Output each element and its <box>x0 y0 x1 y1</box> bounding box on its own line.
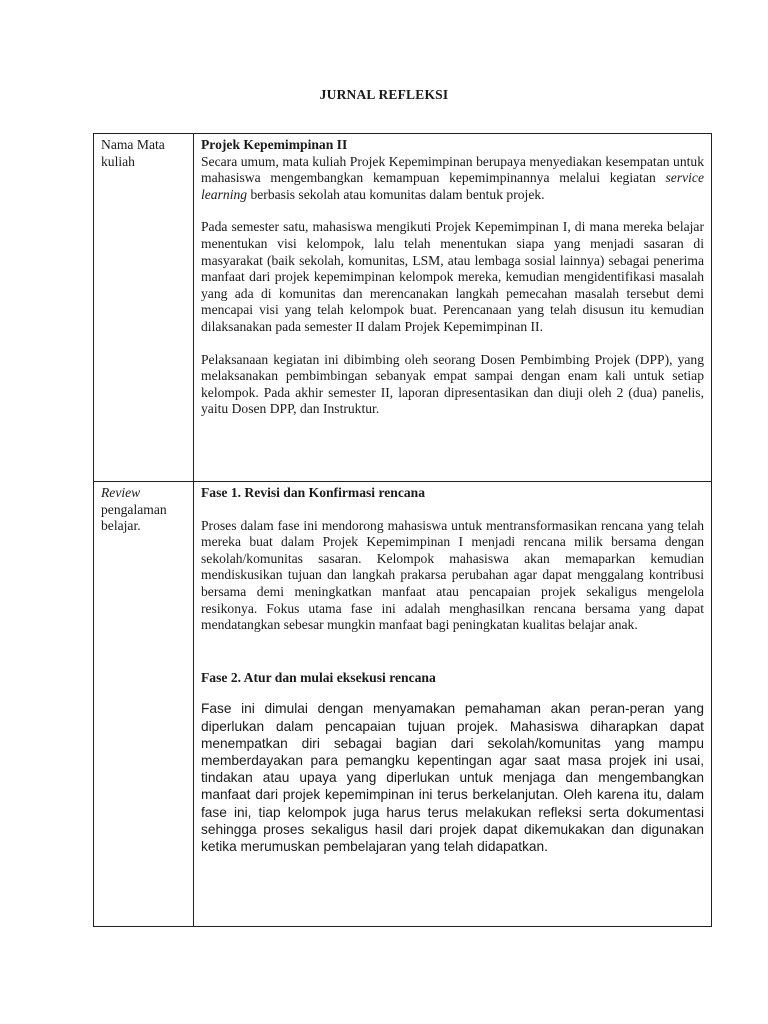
table-row-review <box>94 482 712 927</box>
review-label <box>94 482 194 927</box>
phase-1-heading: Fase 1. Revisi dan Konfirmasi rencana <box>201 485 426 500</box>
reflection-table <box>93 133 712 927</box>
course-paragraph-3: Pelaksanaan kegiatan ini dibimbing oleh seorang Dosen Pembimbing Projek (DPP), yang melaksanakan pembimbingan sebanyak empat sampai dengan enam kali untuk setiap kelompok. Pada akhir semester II, laporan dipresentasikan dan diuji oleh 2 (dua) panelis, yaitu Dosen DPP, dan Instruktur. <box>201 351 704 417</box>
course-title: Projek Kepemimpinan II <box>201 137 348 152</box>
course-paragraph-1 <box>201 154 704 204</box>
course-paragraph-1-end: berbasis sekolah atau komunitas dalam bentuk projek. <box>247 186 545 202</box>
phase-2-heading: Fase 2. Atur dan mulai eksekusi rencana <box>201 669 436 685</box>
review-label-rest: pengalaman belajar. <box>101 501 167 534</box>
service-learning-term: service learning <box>201 170 704 202</box>
course-description-cell <box>194 134 712 482</box>
table-row-course <box>94 134 712 482</box>
document-title: JURNAL REFLEKSI <box>319 87 449 102</box>
phase-1-text: Proses dalam fase ini mendorong mahasiswa untuk mentransformasikan rencana yang telah mereka buat dalam Projek Kepemimpinan I menjadi rencana milik bersama dengan sekolah/komunitas sasaran. Kelompok mahasiswa akan memaparkan kemudian mendiskusikan tujuan dan langkah prakarsa perubahan agar dapat menggalang kontribusi bersama demi meningkatkan manfaat atau pencapaian projek sekaligus mengelola resikonya. Fokus utama fase ini adalah menghasilkan rencana bersama yang dapat mendatangkan sebesar mungkin manfaat bagi peningkatan kualitas belajar anak. <box>201 517 704 633</box>
phase-2-text: Fase ini dimulai dengan menyamakan pemahaman akan peran-peran yang diperlukan dalam pencapaian tujuan projek. Mahasiswa diharapkan dapat menempatkan diri sebagai bagian dari sekolah/komunitas yang mampu memberdayakan para pemangku kepentingan agar saat masa projek ini usai, tindakan atau upaya yang diperlukan untuk menjaga dan mengembangkan manfaat dari projek kepemimpinan ini terus berkelanjutan. Oleh karena itu, dalam fase ini, tiap kelompok juga harus terus melakukan refleksi serta dokumentasi sehingga proses sekaligus hasil dari projek dapat dikemukakan dan digunakan ketika merumuskan pembelajaran yang telah didapatkan. <box>201 701 704 854</box>
course-name-label-text: Nama Mata kuliah <box>101 137 165 169</box>
course-name-label <box>94 134 194 482</box>
course-paragraph-1-start: Secara umum, mata kuliah Projek Kepemimpinan berupaya menyediakan kesempatan untuk mahasiswa mengembangkan kemampuan kepemimpinannya melalui kegiatan <box>201 153 704 186</box>
course-paragraph-2: Pada semester satu, mahasiswa mengikuti Projek Kepemimpinan I, di mana mereka belajar menentukan visi kelompok, lalu telah menentukan siapa yang menjadi sasaran di masyarakat (baik sekolah, komunitas, LSM, atau lembaga sosial lainnya) sebagai penerima manfaat dari projek kepemimpinan kelompok mereka, kemudian mengidentifikasi masalah yang ada di komunitas dan merencanakan langkah pemecahan masalah tersebut demi mencapai visi yang telah kelompok buat. Perencanaan yang telah disusun itu kemudian dilaksanakan pada semester II dalam Projek Kepemimpinan II. <box>201 219 704 334</box>
review-label-italic: Review <box>101 485 141 500</box>
review-content-cell <box>194 482 712 927</box>
